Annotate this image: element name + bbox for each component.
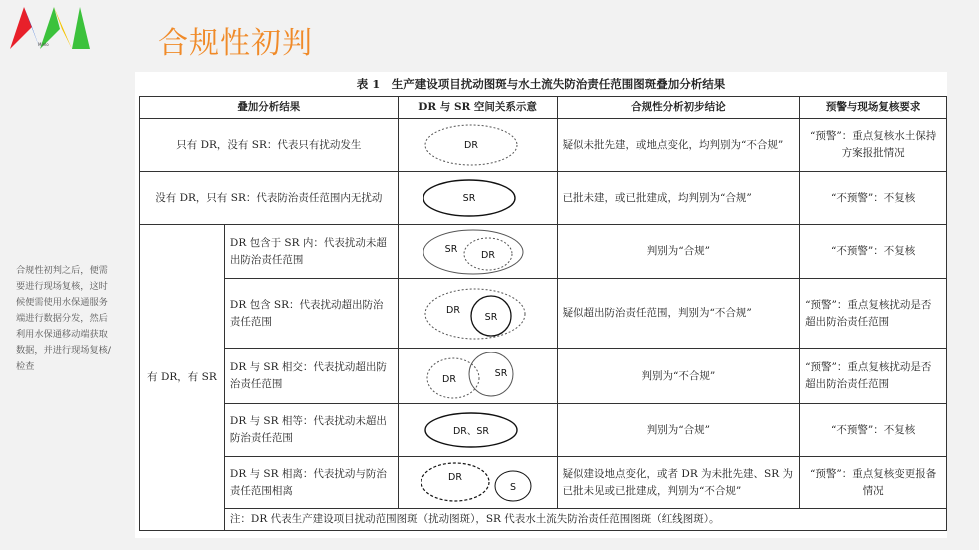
row-result: DR 包含 SR：代表扰动超出防治责任范围 — [224, 279, 398, 349]
table-row — [140, 119, 947, 172]
table-row — [140, 225, 947, 279]
table-row — [140, 279, 947, 349]
header-diagram: DR 与 SR 空间关系示意 — [398, 97, 557, 119]
header-conclusion: 合规性分析初步结论 — [557, 97, 800, 119]
diagram-label: DR — [441, 374, 456, 385]
row-conclusion: 疑似超出防治责任范围，判别为“不合规” — [557, 279, 800, 349]
diagram-label: DR — [445, 304, 460, 316]
diagram-label: DR — [463, 140, 478, 151]
table-caption: 表 1 生产建设项目扰动图斑与水土流失防治责任范围图斑叠加分析结果 — [356, 77, 726, 91]
row-result: DR 包含于 SR 内：代表扰动未超出防治责任范围 — [224, 225, 398, 279]
relation-diagram — [398, 349, 557, 404]
row-conclusion: 判别为“合规” — [557, 225, 800, 279]
diagram-label: SR — [494, 368, 507, 379]
row-result: 只有 DR，没有 SR：代表只有扰动发生 — [140, 119, 399, 172]
diagram-label: DR — [480, 249, 495, 261]
relation-diagram — [398, 457, 557, 509]
row-result: DR 与 SR 相离：代表扰动与防治责任范围相离 — [224, 457, 398, 509]
row-warning: “预警”：重点复核水土保持方案报批情况 — [800, 119, 947, 172]
relation-diagram — [398, 225, 557, 279]
row-conclusion: 判别为“不合规” — [557, 349, 800, 404]
table-row — [140, 172, 947, 225]
relation-diagram — [398, 279, 557, 349]
relation-diagram — [398, 172, 557, 225]
relation-diagram — [398, 404, 557, 457]
diagram-label: SR — [484, 311, 497, 323]
row-warning: “预警”：重点复核变更报备情况 — [800, 457, 947, 509]
row-warning: “预警”：重点复核扰动是否超出防治责任范围 — [800, 349, 947, 404]
row-warning: “不预警”：不复核 — [800, 172, 947, 225]
diagram-label: DR、SR — [452, 426, 489, 437]
table-row — [140, 404, 947, 457]
header-result: 叠加分析结果 — [140, 97, 399, 119]
row-conclusion: 判别为“合规” — [557, 404, 800, 457]
relation-diagram — [398, 119, 557, 172]
row-conclusion: 已批未建，或已批建成，均判别为“合规” — [557, 172, 800, 225]
table-row — [140, 349, 947, 404]
diagram-label: SR — [462, 193, 475, 204]
table-note: 注：DR 代表生产建设项目扰动范围图斑（扰动图斑），SR 代表水土流失防治责任范围图斑（红线图斑）。 — [224, 509, 946, 531]
overlay-analysis-table — [139, 96, 947, 531]
page-title: 合规性初判 — [158, 26, 313, 61]
row-result: DR 与 SR 相等：代表扰动未超出防治责任范围 — [224, 404, 398, 457]
side-note: 合规性初判之后，便需要进行现场复核，这时候便需使用水保通服务端进行数据分发，然后利用水保通移动端获取数据，并进行现场复核/检查 — [16, 265, 111, 372]
minlo-logo — [10, 5, 94, 55]
row-warning: “不预警”：不复核 — [800, 404, 947, 457]
table-panel — [135, 72, 947, 538]
logo-subtitle: Minlo — [38, 42, 49, 47]
table-note-row — [140, 509, 947, 531]
header-warning: 预警与现场复核要求 — [800, 97, 947, 119]
row-warning: “不预警”：不复核 — [800, 225, 947, 279]
row-result: 没有 DR，只有 SR：代表防治责任范围内无扰动 — [140, 172, 399, 225]
row-conclusion: 疑似建设地点变化，或者 DR 为未批先建、SR 为已批未见或已批建成，判别为“不合规” — [557, 457, 800, 509]
group-label: 有 DR，有 SR — [140, 225, 225, 531]
diagram-label: SR — [444, 243, 457, 255]
row-warning: “预警”：重点复核扰动是否超出防治责任范围 — [800, 279, 947, 349]
table-row — [140, 457, 947, 509]
row-result: DR 与 SR 相交：代表扰动超出防治责任范围 — [224, 349, 398, 404]
diagram-label: DR — [447, 471, 462, 483]
row-conclusion: 疑似未批先建，或地点变化，均判别为“不合规” — [557, 119, 800, 172]
diagram-label: S — [509, 481, 516, 493]
